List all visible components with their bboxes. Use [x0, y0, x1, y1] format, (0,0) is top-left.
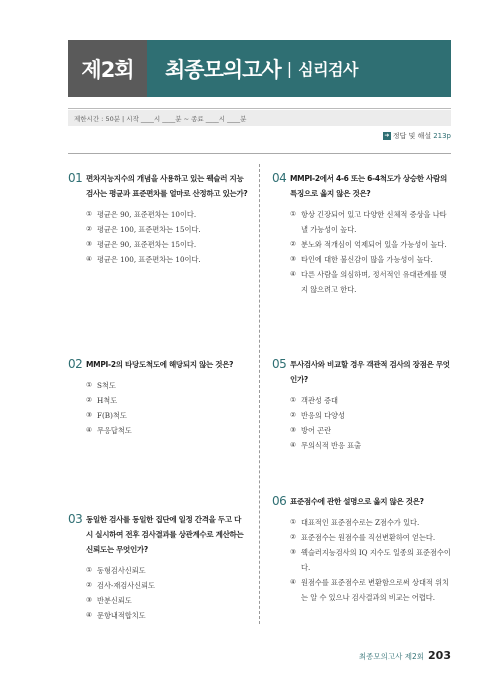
question-number: 03 [68, 512, 83, 526]
choice-item: ④ 무의식적 반응 표출 [290, 441, 362, 450]
question-stem: 투사검사와 비교할 경우 객관적 검사의 장점은 무엇인가? [290, 360, 450, 384]
answer-reference [383, 131, 451, 141]
choice-item: ④ 원점수를 표준점수로 변환함으로써 상대적 위치는 알 수 있으나 검사결과의 비교는 어렵다. [290, 578, 450, 602]
choice-item: ② 분노와 적개심이 억제되어 있을 가능성이 높다. [290, 240, 447, 249]
choice-item: ③ 반분신뢰도 [86, 596, 132, 605]
choice-item: ② 반응의 다양성 [290, 411, 345, 420]
title-separator: | [286, 59, 293, 78]
choice-item: ② H척도 [86, 396, 118, 405]
choice-list [290, 207, 452, 297]
round-badge [68, 40, 147, 97]
arrow-right-icon: ➜ [384, 132, 390, 139]
question-05 [272, 357, 452, 453]
choice-list [86, 563, 248, 623]
choice-item: ① S척도 [86, 381, 116, 390]
choice-item: ① 평균은 90, 표준편차는 10이다. [86, 210, 197, 219]
time-limit-bar [68, 110, 451, 126]
page-number: 203 [428, 649, 451, 662]
answer-reference-page: 213p [433, 132, 451, 140]
question-04 [272, 171, 452, 297]
question-06 [272, 494, 452, 605]
footer-section-label: 최종모의고사 제2회 [358, 652, 425, 661]
choice-item: ④ 무응답척도 [86, 426, 132, 435]
choice-item: ① 대표적인 표준점수로는 Z점수가 있다. [290, 518, 420, 527]
choice-list [290, 515, 452, 605]
question-stem: 동일한 검사를 동일한 집단에 일정 간격을 두고 다시 실시하여 전후 검사결과를 상관계수로 계산하는 신뢰도는 무엇인가? [86, 515, 244, 554]
choice-item: ③ 웩슬러지능검사의 IQ 지수도 일종의 표준점수이다. [290, 548, 451, 572]
choice-list [86, 207, 248, 267]
section-divider [68, 153, 451, 154]
choice-item: ② 평균은 100, 표준편차는 15이다. [86, 225, 201, 234]
choice-item: ④ 문항내적합치도 [86, 611, 146, 620]
exam-subtitle: 심리검사 [298, 60, 358, 79]
choice-item: ③ 타인에 대한 불신감이 많을 가능성이 높다. [290, 255, 433, 264]
exam-title: 최종모의고사 [165, 57, 281, 82]
round-label: 제2회 [81, 57, 134, 82]
header-rule [68, 108, 451, 109]
question-number: 04 [272, 171, 287, 185]
choice-list [86, 378, 248, 438]
time-limit-text: 제한시간 : 50분 | 시작 ____시 ____분 ~ 종료 ____시 ____분 [74, 114, 247, 123]
exam-header [68, 40, 451, 97]
question-stem: 편차지능지수의 개념을 사용하고 있는 웩슬러 지능검사는 평균과 표준편차를 얼마로 산정하고 있는가? [86, 174, 248, 198]
choice-item: ① 객관성 증대 [290, 396, 339, 405]
question-stem: 표준점수에 관한 설명으로 옳지 않은 것은? [290, 497, 424, 506]
question-number: 06 [272, 494, 287, 508]
question-stem: MMPI-2의 타당도척도에 해당되지 않는 것은? [86, 360, 234, 369]
choice-item: ② 표준점수는 원점수를 직선변환하여 얻는다. [290, 533, 436, 542]
choice-item: ③ 평균은 90, 표준편차는 15이다. [86, 240, 197, 249]
question-number: 05 [272, 357, 287, 371]
page-footer [359, 649, 451, 662]
choice-item: ① 동형검사신뢰도 [86, 566, 146, 575]
column-divider [259, 164, 260, 624]
choice-list [290, 393, 452, 453]
question-number: 01 [68, 171, 83, 185]
question-number: 02 [68, 357, 83, 371]
choice-item: ① 항상 긴장되어 있고 다양한 신체적 증상을 나타낼 가능성이 높다. [290, 210, 447, 234]
title-banner [147, 40, 451, 97]
choice-item: ② 검사-재검사신뢰도 [86, 581, 155, 590]
question-03 [68, 512, 248, 623]
choice-item: ③ F(B)척도 [86, 411, 127, 420]
choice-item: ④ 평균은 100, 표준편차는 10이다. [86, 255, 201, 264]
question-01 [68, 171, 248, 267]
question-02 [68, 357, 248, 438]
choice-item: ④ 다른 사람을 의심하며, 정서적인 유대관계를 맺지 않으려고 한다. [290, 270, 447, 294]
question-stem: MMPI-2에서 4-6 또는 6-4척도가 상승한 사람의 특징으로 옳지 않은 것은? [290, 174, 447, 198]
choice-item: ③ 방어 곤란 [290, 426, 332, 435]
answer-reference-label: 정답 및 해설 [392, 132, 432, 140]
